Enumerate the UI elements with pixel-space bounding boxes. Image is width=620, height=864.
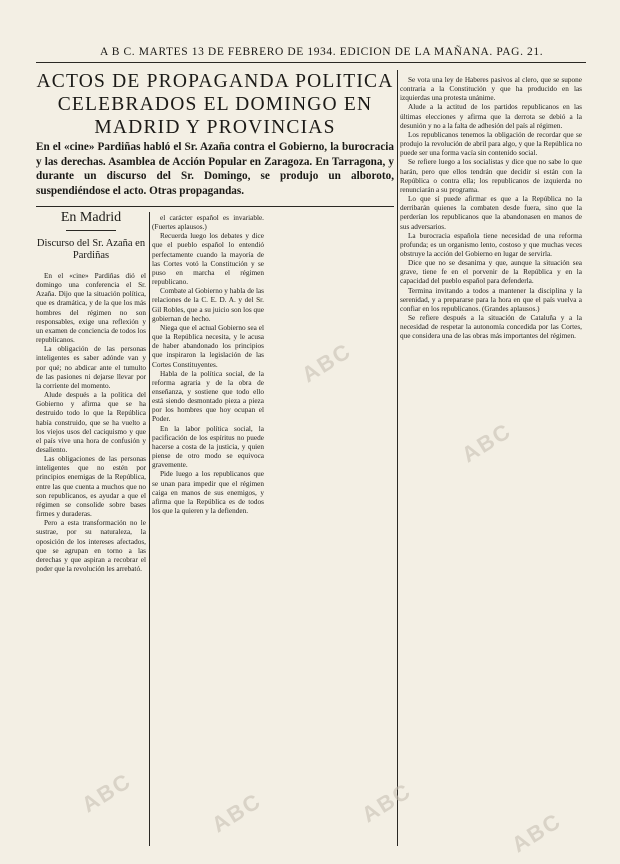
watermark: ABC: [77, 767, 136, 818]
paragraph: Se refiere luego a los socialistas y dice que no sabe lo que harán, pero que ellos tendrán que decidir si están con la República o contra ella; los republicanos de izquierda no renunciarán a su programa.: [400, 158, 582, 194]
paragraph: Dice que no se desanima y que, aunque la situación sea grave, tiene fe en el porvenir de la República y en la capacidad del pueblo español para defenderla.: [400, 259, 582, 286]
watermark: ABC: [207, 787, 266, 838]
paragraph: Alude después a la política del Gobierno y afirma que se ha destruido todo lo que la República había construido, que se ha vuelto a los viejos usos del caciquismo y que el país vive una hora de confusión y desaliento.: [36, 391, 146, 454]
watermark: ABC: [297, 337, 356, 388]
column-1: [36, 272, 146, 846]
paragraph: En la labor política social, la pacificación de los espíritus no puede hacerse a costa de la justicia, y quien piense de otro modo se equivoca gravemente.: [152, 424, 264, 470]
paragraph: La burocracia española tiene necesidad de una reforma profunda; es un organismo lento, costoso y que muchas veces obstruye la acción del Gobierno en lugar de servirla.: [400, 231, 582, 258]
paragraph: Lo que sí puede afirmar es que a la República no la derribarán quienes la combaten desde fuera, sino que la perderían los republicanos que la abandonasen en manos de sus adversarios.: [400, 195, 582, 231]
section-heading: En Madrid: [60, 210, 122, 225]
page-header: A B C. MARTES 13 DE FEBRERO DE 1934. EDICION DE LA MAÑANA. PAG. 21.: [100, 46, 544, 58]
paragraph: Pero a esta transformación no le sustrae, por su naturaleza, la oposición de los intereses afectados, que se agrupan en torno a las derechas y que aspiran a recobrar el poder que la revolución les arrebató.: [36, 519, 146, 573]
paragraph: Termina invitando a todos a mantener la disciplina y la serenidad, y a prepararse para la hora en que el país vuelva a confiar en los republicanos. (Grandes aplausos.): [400, 286, 582, 313]
header-rule: [36, 62, 586, 63]
paragraph: el carácter español es invariable. (Fuertes aplausos.): [152, 214, 264, 232]
column-3: [400, 76, 582, 846]
paragraph: Habla de la política social, de la reforma agraria y de la obra de enseñanza, y sostiene que todo ello está siendo desmontado pieza a pieza por los hombres que hoy ocupan el Poder.: [152, 369, 264, 424]
section-rule: [66, 230, 116, 231]
article-headline: ACTOS DE PROPAGANDA POLITICA CELEBRADOS EL DOMINGO EN MADRID Y PROVINCIAS: [36, 71, 394, 138]
paragraph: Recuerda luego los debates y dice que el pueblo español lo entendió perfectamente cuando la mayoría de las Cortes votó la Constitución y se puso en marcha el régimen republicano.: [152, 232, 264, 287]
paragraph: Combate al Gobierno y habla de las relaciones de la C. E. D. A. y del Sr. Gil Robles, que a su juicio son los que gobiernan de hecho.: [152, 287, 264, 323]
watermark: ABC: [457, 417, 516, 468]
watermark: ABC: [357, 777, 416, 828]
subtitle-rule: [36, 206, 394, 207]
paragraph: Niega que el actual Gobierno sea el que la República necesita, y le acusa de haber abandonado los principios que inspiraron la legislación de las Cortes Constituyentes.: [152, 323, 264, 369]
paragraph: Se vota una ley de Haberes pasivos al clero, que se supone contraria a la Constitución y que ha producido en las izquierdas una protesta unánime.: [400, 76, 582, 103]
subsection-heading: Discurso del Sr. Azaña en Pardiñas: [36, 238, 146, 261]
paragraph: Los republicanos tenemos la obligación de recordar que se produjo la revolución de abril para algo, y que la República no puede ser una forma vacía sin contenido social.: [400, 130, 582, 158]
column-2: [152, 214, 264, 846]
column-divider-2: [397, 70, 398, 846]
article-subheadline: En el «cine» Pardiñas habló el Sr. Azaña contra el Gobierno, la burocracia y las derechas. Asamblea de Acción Popular en Zaragoza. En Tarragona, y durante un discurso del Sr. Domingo, se produjo un alboroto, suspendiéndose el acto. Otras propagandas.: [36, 141, 394, 197]
watermark: ABC: [507, 807, 566, 858]
paragraph: Alude a la actitud de los partidos republicanos en las últimas elecciones y afirma que la derrota se debió a la desunión y no a la falta de adhesión del país al régimen.: [400, 103, 582, 130]
paragraph: Se refiere después a la situación de Cataluña y a la necesidad de respetar la autonomía concedida por las Cortes, que considera una de las obras más importantes del régimen.: [400, 314, 582, 341]
paragraph: La obligación de las personas inteligentes es saber adónde van y por qué; no abdicar ante el tumulto de las pasiones ni dejarse llevar por la corriente del momento.: [36, 345, 146, 390]
paragraph: Pide luego a los republicanos que se unan para impedir que el régimen caiga en manos de sus enemigos, y afirma que la República es de todos los que la quieren y la defienden.: [152, 470, 264, 515]
column-divider-1: [149, 212, 150, 846]
paragraph: En el «cine» Pardiñas dió el domingo una conferencia el Sr. Azaña. Dijo que la situación política, que es dramática, y de la que los más hombres del régimen no son responsables, exige una reflexión y un examen de conciencia de todos los republicanos.: [36, 272, 146, 345]
paragraph: Las obligaciones de las personas inteligentes que no estén por principios enemigas de la República, entre las que cuenta a muchos que no son republicanos, es ayudar a que el régimen se consolide sobre bases firmes y duraderas.: [36, 455, 146, 519]
